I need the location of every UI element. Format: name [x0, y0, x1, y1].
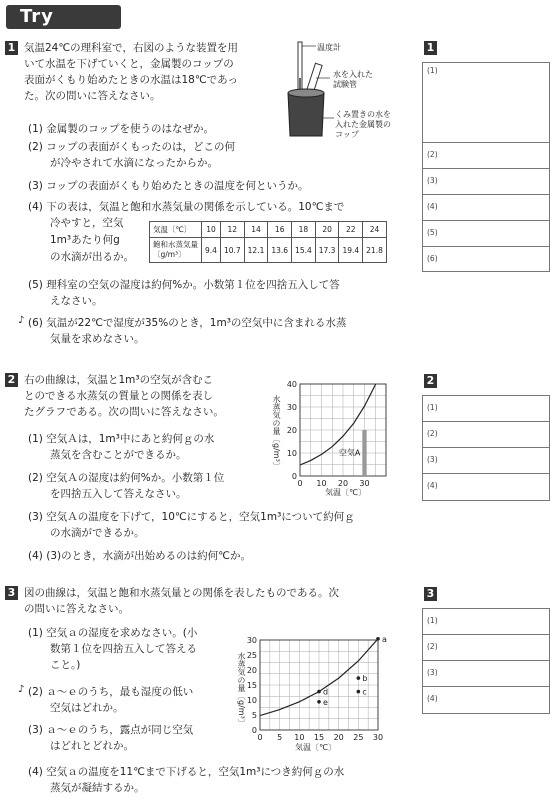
answer-label: (3) [427, 455, 438, 464]
answer-box-2 [422, 395, 550, 501]
answer-box-1 [422, 62, 550, 272]
q3-intro-line: の問いに答えなさい。 [24, 603, 129, 615]
item-text: 金属製のコップを使うのはなぜか。 [46, 123, 215, 135]
item-text: ａ～ｅのうち，露点が同じ空気 [46, 724, 194, 736]
y-tick-label: 30 [286, 403, 297, 412]
saturation-table [149, 221, 387, 263]
answer-label: (4) [427, 481, 438, 490]
table-cell: 10.7 [220, 238, 244, 263]
answer-label: (6) [427, 254, 438, 263]
item-text: 空気ａの温度を11℃まで下げると，空気1m³につき約何ｇの水 [46, 766, 345, 778]
q1-intro-line: いて水温を下げていくと，金属製のコップの [24, 58, 234, 70]
answer-3-title: 3 [424, 587, 437, 601]
x-tick-label: 15 [313, 733, 325, 742]
question-1-number: 1 [5, 41, 18, 55]
answer-field[interactable] [423, 422, 549, 448]
row-label-line: 飽和水蒸気量 [153, 240, 198, 249]
q2-intro-line: 右の曲線は，気温と1m³の空気が含むこ [24, 374, 214, 386]
item-id: (3) [28, 724, 43, 736]
chart2-ylabel: 水蒸気の量〔g/m³〕 [237, 652, 246, 727]
item-text: の水滴ができるか。 [50, 527, 145, 539]
y-tick-label: 10 [246, 696, 257, 705]
y-tick-label: 15 [246, 681, 257, 690]
q1-intro-line: 気温24℃の理科室で，右図のような装置を用 [24, 42, 238, 54]
item-text: 空気Ａの温度を下げて，10℃にすると，空気1m³について約何ｇ [46, 511, 355, 523]
table-cell: 9.4 [202, 238, 221, 263]
item-text: 気温が22℃で湿度が35%のとき，1m³の空気中に含まれる水蒸 [46, 317, 347, 329]
item-id: (5) [28, 279, 43, 291]
item-text: 空気ａの湿度を求めなさい。(小 [46, 627, 198, 639]
q3-item-3 [28, 722, 193, 754]
y-tick-label: 5 [251, 711, 257, 720]
q2-item-3 [28, 509, 355, 541]
table-cell: 14 [244, 222, 268, 238]
answer-1-title: 1 [424, 41, 437, 55]
question-2-number: 2 [5, 373, 18, 387]
answer-field[interactable] [423, 396, 549, 422]
x-tick-label: 20 [337, 479, 349, 488]
answer-field[interactable] [423, 63, 549, 143]
answer-label: (1) [427, 66, 438, 75]
x-tick-label: 0 [297, 479, 303, 488]
item-id: (4) [28, 550, 43, 562]
item-text: 蒸気が凝結するか。 [50, 782, 145, 794]
row-label-line: 〔g/m³〕 [153, 250, 186, 259]
y-tick-label: 0 [251, 726, 257, 735]
point-label-e: e [323, 697, 328, 707]
q2-intro-line: とのできる水蒸気の質量との関係を表し [24, 390, 213, 402]
item-text: 空気はどれか。 [50, 702, 124, 714]
answer-2-title: 2 [424, 374, 437, 388]
note-icon: ♪ [18, 684, 25, 695]
table-cell: 21.8 [363, 238, 387, 263]
data-point-e [317, 700, 321, 704]
data-point-d [317, 690, 321, 694]
y-tick-label: 20 [286, 426, 297, 435]
question-1-intro [24, 40, 238, 104]
table-cell: 24 [363, 222, 387, 238]
item-text: 冷やすと，空気 [50, 217, 124, 229]
answer-label: (1) [427, 616, 438, 625]
item-text: 空気Ａの湿度は約何%か。小数第１位 [46, 472, 225, 484]
answer-field[interactable] [423, 635, 549, 661]
answer-field[interactable] [423, 195, 549, 221]
x-tick-label: 25 [353, 733, 364, 742]
q2-item-4 [28, 548, 251, 564]
chart1-ylabel: 水蒸気の量〔g/m³〕 [272, 395, 281, 470]
table-cell: 22 [339, 222, 363, 238]
item-id: (1) [28, 123, 43, 135]
item-text: を四捨五入して答えなさい。 [50, 488, 187, 500]
table-header-label: 気温〔℃〕 [150, 222, 202, 238]
table-cell: 12.1 [244, 238, 268, 263]
point-label-a: a [382, 634, 387, 644]
q2-item-2 [28, 470, 224, 502]
x-tick-label: 0 [257, 733, 263, 742]
q1-item-3 [28, 178, 309, 194]
table-cell: 12 [220, 222, 244, 238]
item-id: (1) [28, 433, 43, 445]
y-tick-label: 20 [246, 666, 257, 675]
q1-intro-line: 表面がくもり始めたときの水温は18℃であっ [24, 74, 239, 86]
answer-label: (3) [427, 176, 438, 185]
item-text: 数第１位を四捨五入して答える [50, 643, 197, 655]
question-2-intro [24, 372, 224, 420]
q1-item-5 [28, 277, 340, 309]
table-cell: 15.4 [292, 238, 316, 263]
q1-item-6 [28, 315, 346, 347]
item-text: コップの表面がくもったのは，どこの何 [46, 141, 236, 153]
item-id: (3) [28, 180, 43, 192]
item-id: (1) [28, 627, 43, 639]
answer-label: (4) [427, 202, 438, 211]
answer-box-3 [422, 608, 550, 714]
y-tick-label: 25 [246, 651, 257, 660]
item-text: 1m³あたり何g [50, 234, 120, 246]
table-cell: 18 [292, 222, 316, 238]
item-id: (4) [28, 201, 43, 213]
cup-label-line: くみ置きの水を [335, 110, 391, 119]
answer-field[interactable] [423, 609, 549, 635]
table-cell: 17.3 [315, 238, 339, 263]
answer-field[interactable] [423, 474, 549, 500]
note-icon: ♪ [18, 315, 25, 326]
data-point-c [357, 690, 361, 694]
answer-field[interactable] [423, 448, 549, 474]
q2-intro-line: たグラフである。次の問いに答えなさい。 [24, 406, 224, 418]
y-tick-label: 40 [286, 380, 297, 389]
answer-label: (2) [427, 642, 438, 651]
item-id: (3) [28, 511, 43, 523]
item-text: ａ～ｅのうち，最も湿度の低い [46, 686, 194, 698]
table-cell: 19.4 [339, 238, 363, 263]
cup-label-line: 入れた金属製の [335, 120, 391, 129]
point-label-c: c [362, 687, 367, 697]
q3-item-2 [28, 684, 193, 716]
q1-intro-line: た。次の問いに答えなさい。 [24, 90, 161, 102]
table-row [150, 238, 387, 263]
data-point-b [357, 676, 361, 680]
data-point-a [376, 637, 380, 641]
item-text: の水滴が出るか。 [50, 251, 134, 263]
item-text: 下の表は，気温と飽和水蒸気量の関係を示している。10℃まで [46, 201, 345, 213]
item-text: コップの表面がくもり始めたときの温度を何というか。 [46, 180, 309, 192]
test-tube-label [333, 70, 373, 90]
answer-label: (5) [427, 228, 438, 237]
air-a-bar [362, 430, 366, 476]
q3-item-4 [28, 764, 344, 796]
answer-label: (2) [427, 150, 438, 159]
point-label-b: b [362, 674, 368, 684]
table-row [150, 222, 387, 238]
y-tick-label: 10 [286, 449, 297, 458]
item-text: 気量を求めなさい。 [50, 333, 145, 345]
q2-item-1 [28, 431, 214, 463]
item-id: (2) [28, 141, 43, 153]
answer-label: (4) [427, 694, 438, 703]
item-id: (2) [28, 686, 43, 698]
table-row-label [150, 238, 202, 263]
item-text: 蒸気を含むことができるか。 [50, 449, 187, 461]
q3-intro-line: 図の曲線は，気温と飽和水蒸気量との関係を表したものである。次 [24, 587, 339, 599]
answer-field[interactable] [423, 687, 549, 713]
question-3-intro [24, 585, 339, 617]
item-text: 空気Ａは，1m³中にあと約何ｇの水 [46, 433, 215, 445]
answer-field[interactable] [423, 221, 549, 247]
chart1-xlabel: 気温〔℃〕 [325, 488, 366, 497]
q3-item-1 [28, 625, 197, 673]
try-header: Try [6, 5, 121, 29]
air-a-label: 空気A [338, 448, 361, 458]
answer-label: (2) [427, 429, 438, 438]
point-label-d: d [323, 687, 329, 697]
x-tick-label: 30 [359, 479, 370, 488]
cup-label [335, 110, 391, 140]
item-text: が冷やされて水滴になったからか。 [50, 157, 218, 169]
answer-field[interactable] [423, 661, 549, 687]
item-text: こと。) [50, 659, 81, 671]
x-tick-label: 5 [277, 733, 283, 742]
table-cell: 20 [315, 222, 339, 238]
y-tick-label: 30 [246, 636, 257, 645]
y-tick-label: 0 [291, 472, 297, 481]
table-cell: 13.6 [268, 238, 292, 263]
item-id: (6) [28, 317, 43, 329]
q1-item-2 [28, 139, 235, 171]
question-3-number: 3 [5, 586, 18, 600]
test-tube-label-line: 試験管 [333, 80, 357, 89]
chart-q2 [262, 378, 402, 500]
answer-field[interactable] [423, 247, 549, 271]
answer-label: (1) [427, 403, 438, 412]
chart-q3 [228, 632, 398, 754]
item-text: えなさい。 [50, 295, 103, 307]
answer-field[interactable] [423, 169, 549, 195]
item-id: (2) [28, 472, 43, 484]
item-text: はどれとどれか。 [50, 740, 134, 752]
item-text: (3)のとき，水滴が出始めるのは約何℃か。 [46, 550, 251, 562]
thermometer-label: 温度計 [317, 43, 341, 52]
x-tick-label: 30 [372, 733, 384, 742]
chart2-xlabel: 気温〔℃〕 [295, 743, 336, 752]
x-tick-label: 10 [316, 479, 327, 488]
table-cell: 16 [268, 222, 292, 238]
q1-item-1 [28, 121, 214, 137]
answer-label: (3) [427, 668, 438, 677]
x-tick-label: 10 [294, 733, 305, 742]
item-text: 理科室の空気の湿度は約何%か。小数第１位を四捨五入して答 [46, 279, 340, 291]
answer-field[interactable] [423, 143, 549, 169]
item-id: (4) [28, 766, 43, 778]
cup-label-line: コップ [335, 130, 359, 139]
table-cell: 10 [202, 222, 221, 238]
x-tick-label: 20 [333, 733, 344, 742]
test-tube-label-line: 水を入れた [333, 70, 373, 79]
